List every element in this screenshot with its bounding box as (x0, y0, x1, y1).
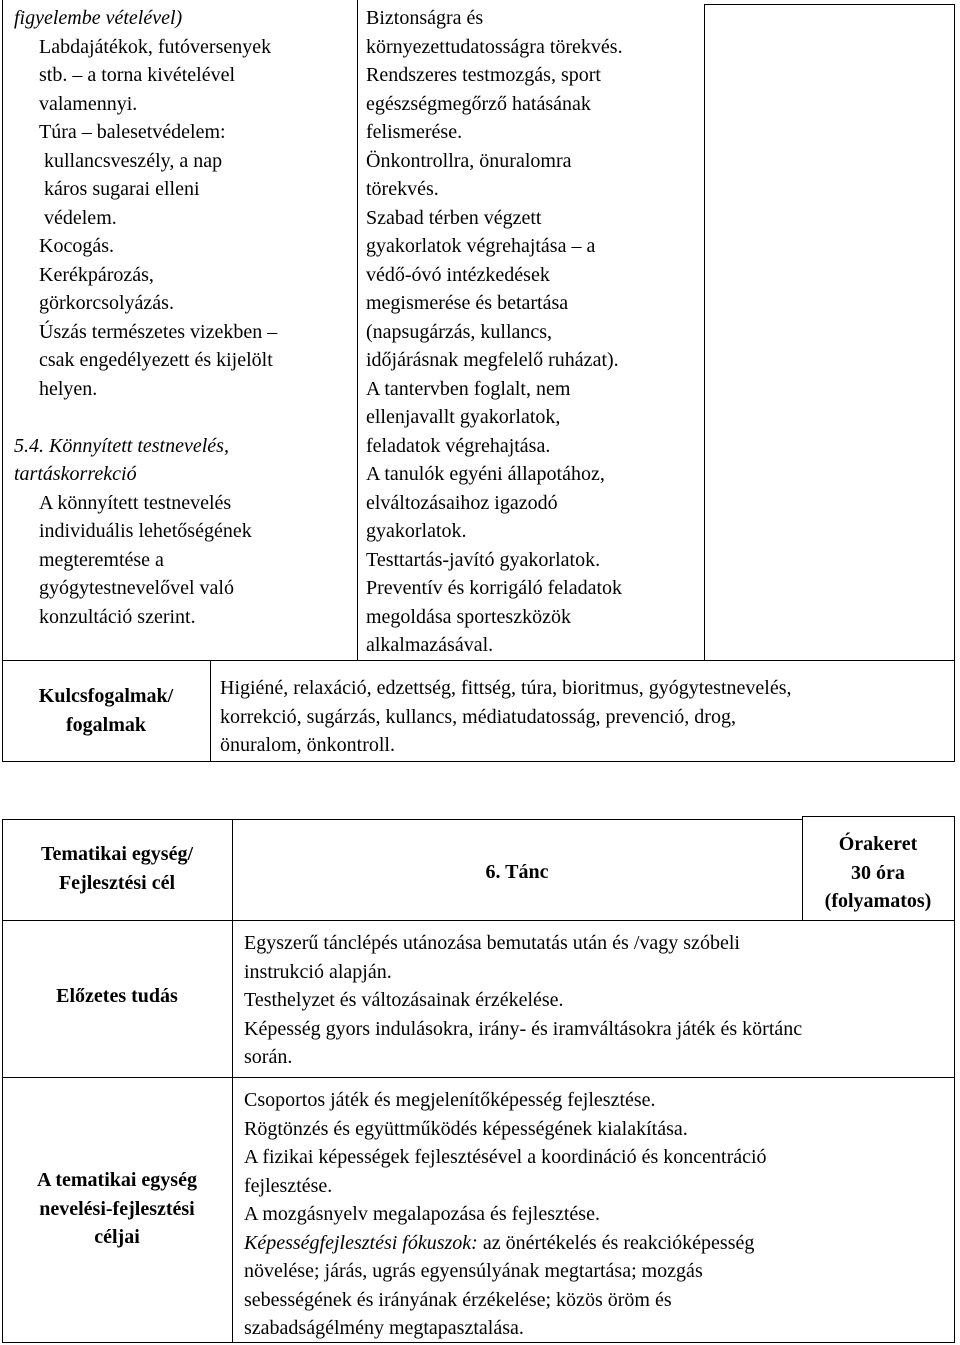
right-text-line: gyakorlatok végrehajtása – a (366, 235, 596, 257)
right-text-line: megismerése és betartása (366, 292, 569, 314)
left-text-line: görkorcsolyázás. (39, 292, 174, 314)
goals-line: Csoportos játék és megjelenítőképesség fejlesztése. (244, 1089, 656, 1111)
prior-line: instrukció alapján. (244, 960, 392, 983)
right-text-line: A tantervben foglalt, nem (366, 377, 571, 400)
left-text-line: tartáskorrekció (14, 463, 137, 485)
key-concepts-label (2, 682, 210, 739)
left-text-line: gyógytestnevelővel való (39, 577, 234, 599)
left-text-line: Úszás természetes vizekben – (39, 320, 278, 343)
prior-knowledge-label-text: Előzetes tudás (56, 985, 178, 1007)
right-text-line: felismerése. (366, 121, 463, 143)
table1-left-column (14, 4, 354, 631)
right-text-line: Preventív és korrigáló feladatok (366, 577, 623, 599)
table1-right-column (366, 4, 702, 660)
unit-title-text: 6. Tánc (485, 861, 549, 883)
focus-first-line: az önértékelés és reakcióképesség (477, 1231, 755, 1254)
right-text-line: gyakorlatok. (366, 520, 467, 542)
unit-label (2, 840, 232, 897)
left-text-line: valamennyi. (39, 92, 138, 115)
unit-label-line: Fejlesztési cél (58, 871, 176, 894)
right-text-line: időjárásnak megfelelő ruházat). (366, 349, 619, 371)
left-text-line: A könnyített testnevelés (39, 491, 232, 514)
hours-line: 30 óra (851, 861, 905, 884)
unit-title (232, 858, 802, 887)
left-text-line: kullancsveszély, a nap (44, 149, 223, 172)
prior-line: Testhelyzet és változásainak érzékelése. (244, 989, 564, 1011)
right-text-line: alkalmazásával. (366, 634, 494, 656)
right-text-line: megoldása sporteszközök (366, 605, 571, 628)
prior-line: során. (244, 1046, 293, 1068)
right-text-line: törekvés. (366, 178, 439, 200)
prior-knowledge-label (2, 982, 232, 1011)
prior-line: Képesség gyors indulásokra, irány- és iramváltásokra játék és körtánc (244, 1017, 803, 1040)
unit-label-line: Tematikai egység/ (40, 843, 194, 865)
hours-box (802, 830, 954, 916)
right-text-line: védő-óvó intézkedések (366, 263, 550, 286)
right-text-line: környezettudatosságra törekvés. (366, 35, 623, 58)
goals-line: Rögtönzés és együttműködés képességének kialakítása. (244, 1117, 688, 1140)
goals-label-line: céljai (94, 1226, 140, 1248)
hours-line: (folyamatos) (824, 890, 932, 912)
left-text-line: Kocogás. (39, 235, 114, 257)
left-text-line: 5.4. Könnyített testnevelés, (14, 434, 229, 457)
prior-line: Egyszerű tánclépés utánozása bemutatás után és /vagy szóbeli (244, 932, 740, 954)
right-text-line: Testtartás-javító gyakorlatok. (366, 548, 601, 571)
goals-label-line: nevelési-fejlesztési (39, 1197, 195, 1220)
left-text-line: megteremtése a (39, 548, 164, 571)
left-text-line (14, 403, 354, 432)
right-text-line: ellenjavallt gyakorlatok, (366, 406, 561, 428)
left-text-line: Kerékpározás, (39, 263, 154, 286)
key-concepts-text (220, 674, 950, 760)
left-text-line: káros sugarai elleni (44, 178, 200, 200)
focus-label: Képességfejlesztési fókuszok: (244, 1231, 478, 1254)
right-text-line: (napsugárzás, kullancs, (366, 320, 553, 343)
goals-line: fejlesztése. (244, 1174, 333, 1197)
focus-line: sebességének és irányának érzékelése; közös öröm és (244, 1288, 672, 1311)
right-text-line: Biztonságra és (366, 7, 484, 29)
right-text-line: feladatok végrehajtása. (366, 434, 551, 457)
right-text-line: A tanulók egyéni állapotához, (366, 463, 605, 485)
key-text-line: Higiéné, relaxáció, edzettség, fittség, túra, bioritmus, gyógytestnevelés, (220, 677, 792, 699)
goals-line: A mozgásnyelv megalapozása és fejlesztése. (244, 1203, 600, 1225)
prior-knowledge-text (244, 929, 946, 1072)
key-text-line: korrekció, sugárzás, kullancs, médiatudatosság, prevenció, drog, (220, 705, 736, 728)
goals-label-line: A tematikai egység (37, 1169, 197, 1191)
key-label-line: fogalmak (66, 713, 146, 736)
left-text-line: helyen. (39, 377, 98, 400)
focus-line: növelése; járás, ugrás egyensúlyának megtartása; mozgás (244, 1260, 703, 1282)
hours-line: Órakeret (838, 833, 918, 855)
focus-line: szabadságélmény megtapasztalása. (244, 1317, 524, 1339)
left-text-line: figyelembe vételével) (14, 7, 183, 29)
right-text-line: Szabad térben végzett (366, 206, 542, 229)
right-text-line: elváltozásaihoz igazodó (366, 491, 558, 514)
right-text-line: egészségmegőrző hatásának (366, 92, 591, 115)
left-text-line: stb. – a torna kivételével (39, 64, 236, 86)
goals-line: A fizikai képességek fejlesztésével a koordináció és koncentráció (244, 1146, 767, 1168)
right-text-line: Önkontrollra, önuralomra (366, 149, 572, 172)
right-text-line: Rendszeres testmozgás, sport (366, 64, 601, 86)
left-text-line: védelem. (44, 206, 117, 229)
goals-text (244, 1086, 946, 1343)
left-text-line: Labdajátékok, futóversenyek (39, 35, 272, 58)
left-text-line: konzultáció szerint. (39, 605, 196, 628)
key-label-line: Kulcsfogalmak/ (38, 685, 174, 707)
goals-label (2, 1166, 232, 1252)
left-text-line: csak engedélyezett és kijelölt (39, 349, 273, 371)
left-text-line: Túra – balesetvédelem: (39, 121, 226, 143)
key-text-line: önuralom, önkontroll. (220, 734, 395, 756)
left-text-line: individuális lehetőségének (39, 520, 252, 542)
